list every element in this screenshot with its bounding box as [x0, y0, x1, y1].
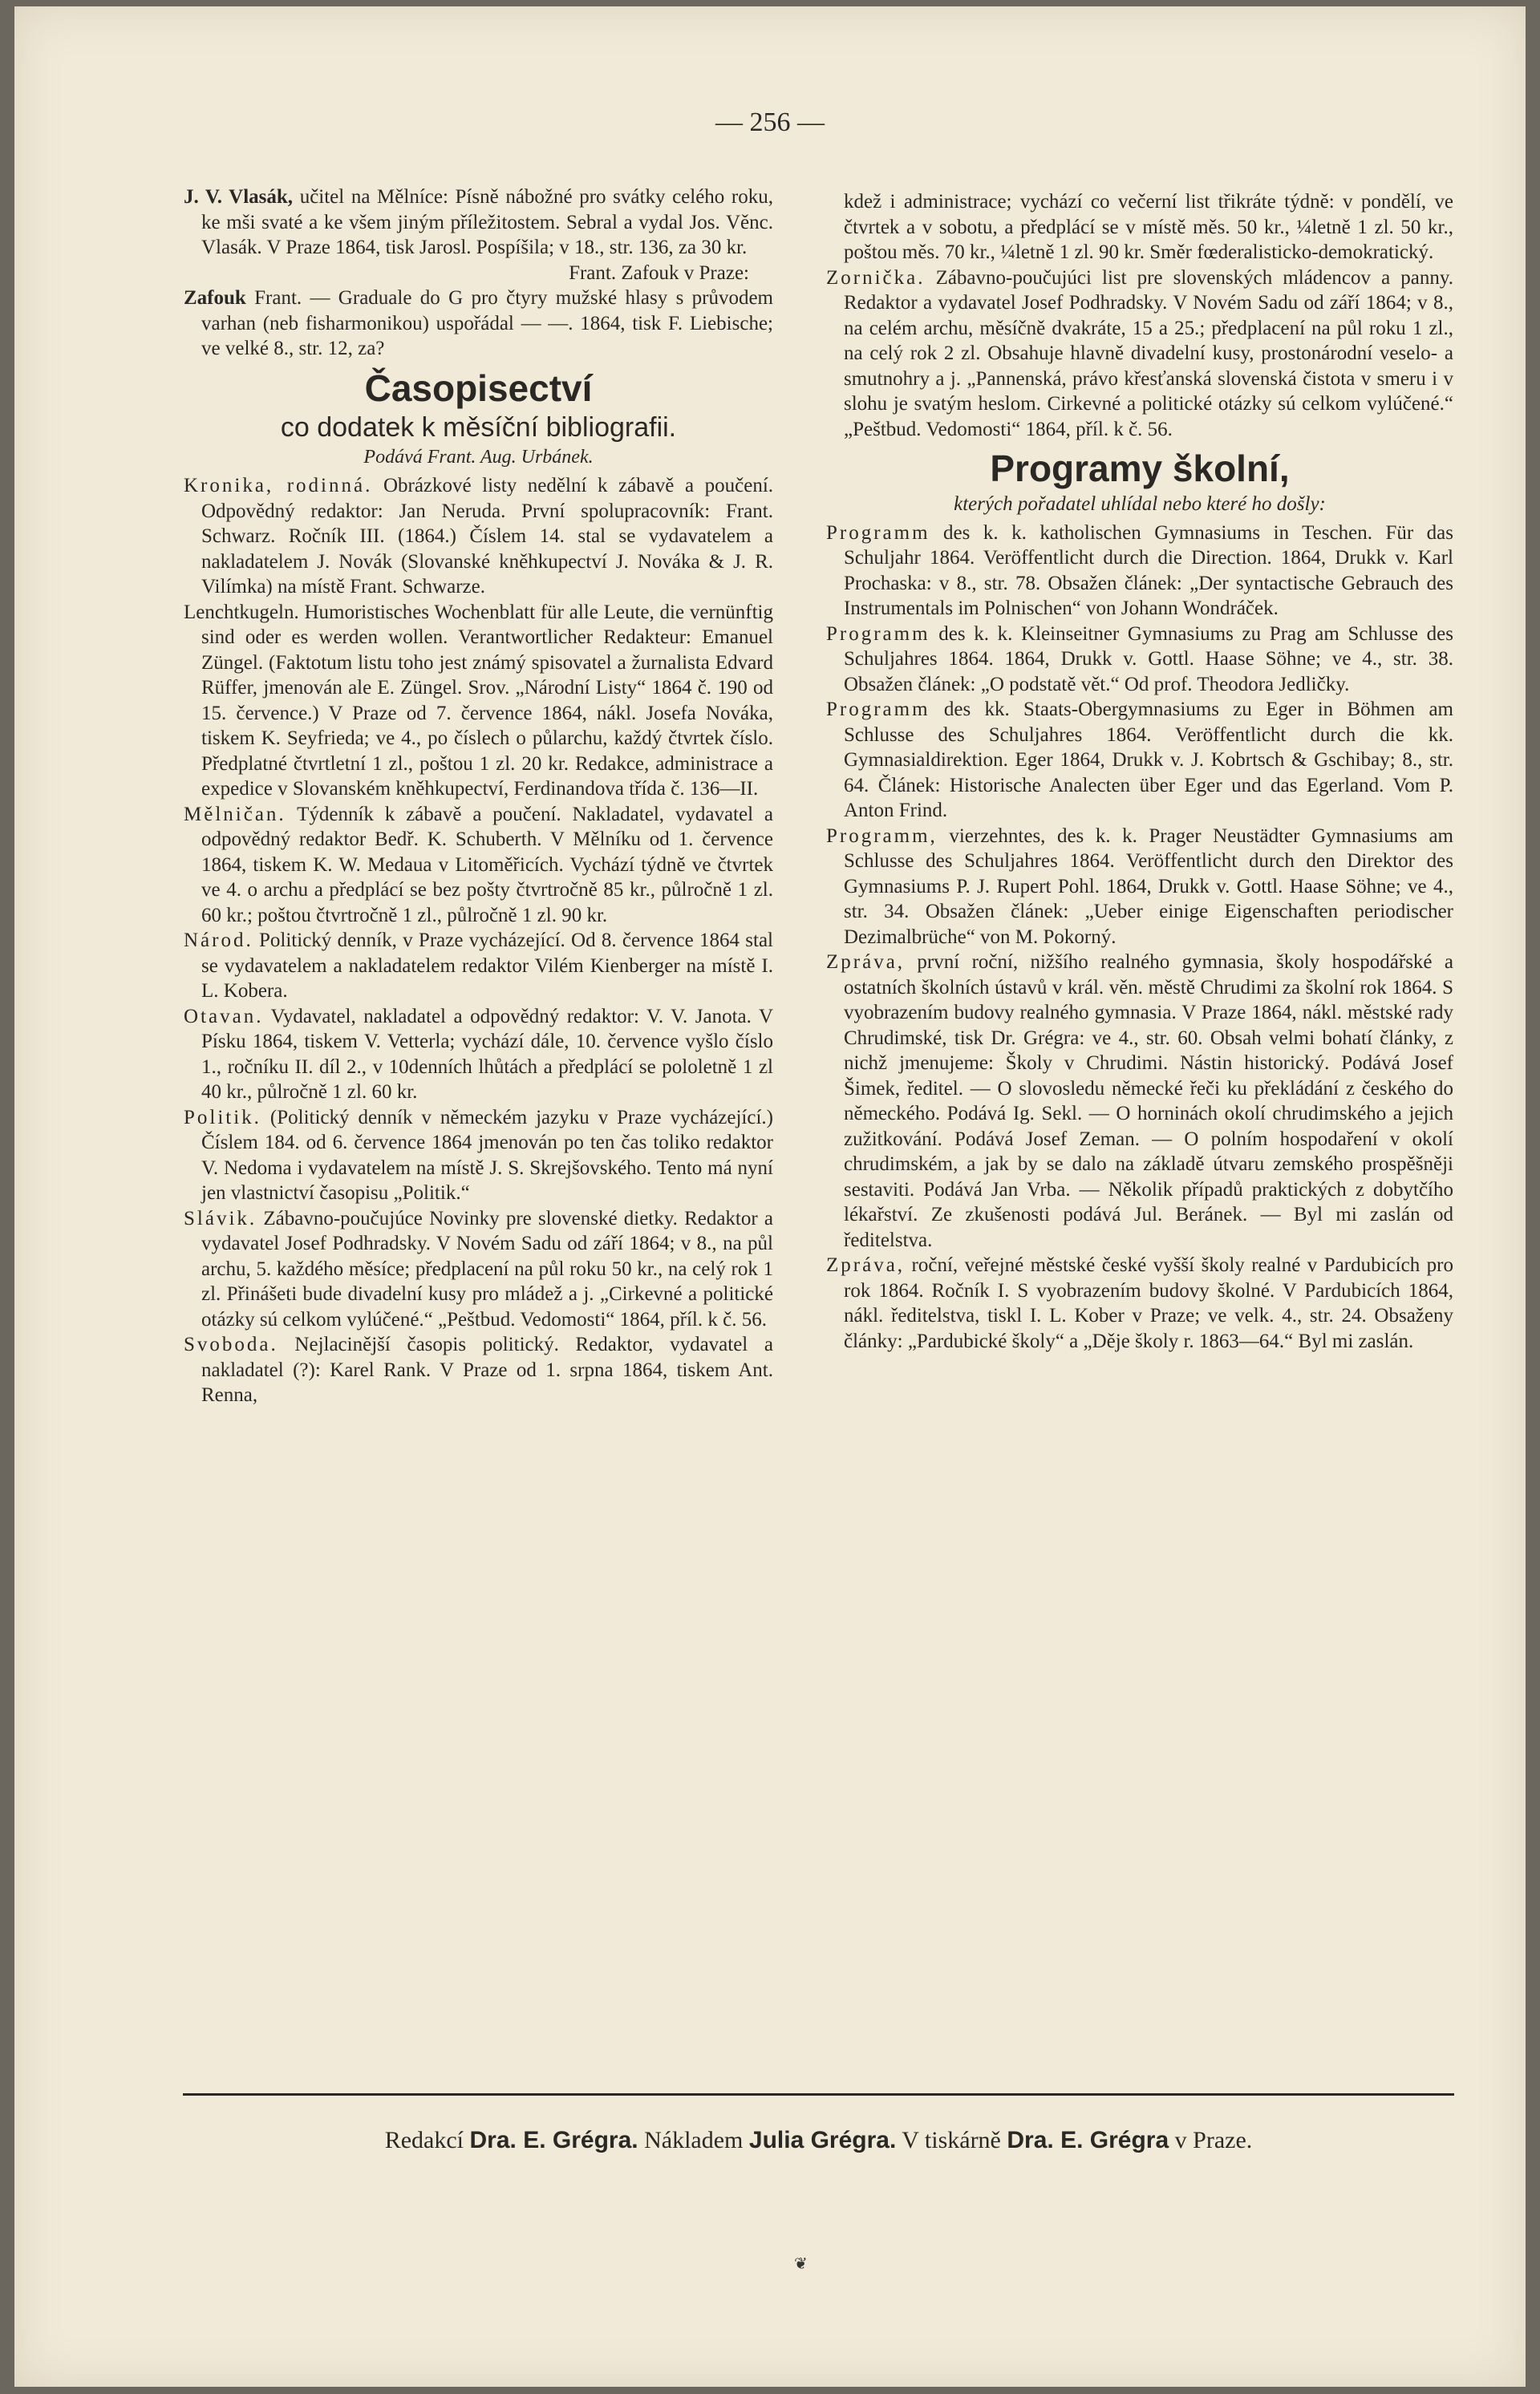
entry-text: Týdenník k zábavě a poučení. Nakladatel, vydavatel a odpovědný redaktor Bedř. K. Schuberth. V Mělníku od 1. července 1864, tiskem K. W. Medaua v Litoměřicích. Vychází týdně ve čtvrtek ve 4. o archu a předplácí se bez pošty čtvrtročně 85 kr., půlročně 1 zl. 60 kr.; poštou čtvrtročně 1 zl., půlročně 1 zl. 90 kr.	[201, 803, 773, 926]
section-title: Časopisectví	[364, 367, 593, 409]
list-item	[826, 265, 1453, 443]
entry-text: Zábavno-poučujúce Novinky pre slovenské dietky. Redaktor a vydavatel Josef Podhradsky. V Novém Sadu od září 1864; v 8., na půl archu, 5. každého měsíce; předplacení na půl roku 50 kr., na celý rok 1 zl. Přinášeti bude divadelní kusy pro mládež a j. „Cirkevné a politické otázky sú celkom vylúčené.“ „Peštbud. Vedomosti“ 1864, příl. k č. 56.	[201, 1207, 774, 1331]
entry-author: Zafouk	[184, 287, 246, 309]
entry-text: Vydavatel, nakladatel a odpovědný redaktor: V. V. Janota. V Písku 1864, tiskem V. Vetterla; vychází dále, 10. července vyšlo číslo 1., ročníku II. díl 2., v 10denních lhůtách a předplácí se pololetně 1 zl 40 kr., půlročně 1 zl. 60 kr.	[201, 1005, 773, 1103]
list-item	[184, 802, 773, 929]
entry-head: Národ.	[184, 930, 253, 951]
entry-text: Frant. — Graduale do G pro čtyry mužské hlasy s průvodem varhan (neb fisharmonikou) uspořádal — —. 1864, tisk F. Liebische; ve velké 8., str. 12, za?	[201, 287, 773, 359]
entry-text: des k. k. Kleinseitner Gymnasiums zu Prag am Schlusse des Schuljahres 1864. 1864, Drukk v. Gottl. Haase Söhne; ve 4., str. 38. Obsažen článek: „O podstatě vět.“ Od prof. Theodora Jedličky.	[844, 622, 1453, 695]
footer-name: Dra. E. Grégra.	[469, 2127, 638, 2153]
list-item	[184, 600, 773, 802]
footer-text: Redakcí	[384, 2127, 464, 2153]
right-column	[826, 189, 1453, 1354]
printer-mark-icon: ❦	[794, 2254, 808, 2273]
entry-head: Mělničan.	[184, 803, 286, 825]
list-item	[184, 1206, 773, 1333]
entry-head: Zpráva,	[826, 1254, 906, 1276]
entry-head: Programm	[826, 699, 930, 720]
entry-head: Programm,	[826, 824, 938, 847]
entry-text: Obrázkové listy nedělní k zábavě a poučení. Odpovědný redaktor: Jan Neruda. První spolupracovník: Frant. Schwarz. Ročník III. (1864.) Číslem 14. stal se vydavatelem a nakladatelem J. Novák (Slovanské kněhkupectví J. Nováka & J. R. Vilímka) na místě Frant. Schwarze.	[201, 475, 774, 597]
list-item	[184, 928, 773, 1004]
entry-head: Svoboda.	[184, 1334, 278, 1355]
section-title: Programy školní,	[990, 448, 1290, 489]
entry-zafouk	[184, 286, 773, 362]
list-item	[826, 1253, 1453, 1354]
list-item	[826, 950, 1453, 1253]
left-column	[184, 184, 773, 1408]
section-subtitle: co dodatek k měsíční bibliografii.	[280, 411, 677, 443]
entry-head: Politik.	[184, 1106, 261, 1128]
page	[14, 6, 1526, 2387]
footer-rule	[183, 2093, 1454, 2096]
entry-head: Programm	[826, 521, 930, 544]
entry-text: první roční, nižšího realného gymnasia, školy hospodářské a ostatních školních ústavů v král. věn. městě Chrudimi za školní rok 1864. S vyobrazením budovy realného gymnasia. V Praze 1864, nákl. městské rady Chrudimské, tisk Dr. Grégra: ve 4., str. 60. Obsah velmi bohatí články, z nichž jmenujeme: Školy v Chrudimi. Nástin historický. Podává Josef Šimek, ředitel. — O slovosledu německé řeči ku překládání z českého do německého. Podává Ig. Sekl. — O horninách okolí chrudimského a jejich zužitkování. Podává Josef Zeman. — O polním hospodaření v okolí chrudimském, a jak by se dalo na základě útvaru zemského prospěšněji sestaviti. Podává Jan Vrba. — Několik případů praktických z dobytčího lékařství. Ze zkušenosti podává Jul. Beránek. — Byl mi zaslán od ředitelstva.	[844, 951, 1453, 1251]
zafouk-reference: Frant. Zafouk v Praze:	[569, 261, 749, 284]
entry-head: Lenchtkugeln.	[184, 601, 299, 623]
entry-text: des k. k. katholischen Gymnasiums in Teschen. Für das Schuljahr 1864. Veröffentlicht durch die Direction. 1864, Drukk v. Karl Prochaska: v 8., str. 78. Obsažen článek: „Der syntactische Gebrauch des Instrumentals im Polnischen“ von Johann Wondráček.	[844, 521, 1454, 619]
imprint-footer	[183, 2127, 1454, 2154]
footer-name: Dra. E. Grégra	[1007, 2127, 1169, 2153]
entry-text: Zábavno-poučujúci list pre slovenských mládencov a panny. Redaktor a vydavatel Josef Podhradsky. V Novém Sadu od září 1864; v 8., na celém archu, měsíčně dvakráte, 15 a 25.; předplacení na půl roku 1 zl., na celý rok 2 zl. Obsahuje hlavně divadelní kusy, prostonárodní veselo- a smutnohry a j. „Pannenská, právo křesťanská slovenská čistota v smeru i v slohu je svatým heslom. Cirkevné a politické otázky sú celkom vylúčené.“ „Peštbud. Vedomosti“ 1864, příl. k č. 56.	[844, 266, 1453, 440]
entry-head: Kronika, rodinná.	[184, 475, 373, 496]
footer-text: V tiskárně	[902, 2127, 1001, 2153]
entry-head: Otavan.	[184, 1005, 264, 1027]
list-item	[184, 473, 773, 600]
list-item	[184, 1105, 773, 1206]
footer-name: Julia Grégra.	[748, 2127, 897, 2153]
entry-text: vierzehntes, des k. k. Prager Neustädter Gymnasiums am Schlusse des Schuljahres 1864. Veröffentlicht durch den Direktor des Gymnasiums P. J. Rupert Pohl. 1864, Drukk v. Gottl. Haase Söhne; ve 4., str. 34. Obsažen článek: „Ueber einige Eigenschaften periodischer Dezimalbrüche“ von M. Pokorný.	[844, 824, 1454, 948]
entry-text: učitel na Mělníce: Písně nábožné pro svátky celého roku, ke mši svaté a ke všem jiným příležitostem. Sebral a vydal Jos. Věnc. Vlasák. V Praze 1864, tisk Jarosl. Pospíšila; v 18., str. 136, za 30 kr.	[201, 186, 774, 258]
entry-head: Programm	[826, 622, 930, 645]
entry-author: J. V. Vlasák,	[184, 186, 294, 208]
entry-text: Politický denník, v Praze vycházející. Od 8. července 1864 stal se vydavatelem a nakladatelem redaktor Vilém Kienberger na místě I. L. Kobera.	[201, 930, 773, 1002]
page-number: — 256 —	[715, 107, 825, 137]
list-item	[826, 622, 1453, 698]
entry-head: Zpráva,	[826, 951, 906, 973]
footer-text: Nákladem	[644, 2127, 744, 2153]
entry-text: Humoristisches Wochenblatt für alle Leute, die vernünftig sind oder es werden wollen. Verantwortlicher Redakteur: Emanuel Züngel. (Faktotum listu toho jest známý spisovatel a žurnalista Edvard Rüffer, jmenován ale E. Züngel. Srov. „Národní Listy“ 1864 č. 190 od 15. července.) V Praze od 7. července 1864, nákl. Josefa Nováka, tiskem K. Seyfrieda; ve 4., po číslech o půlarchu, každý čtvrtek číslo. Předplatné čtvrtletní 1 zl., poštou 1 zl. 20 kr. Redakce, administrace a expedice v Slovanském kněhkupectví, Ferdinandova třída č. 136—II.	[201, 601, 774, 800]
section-subtitle: kterých pořadatel uhlídal nebo které ho došly:	[954, 493, 1326, 515]
entry-text: Nejlacinější časopis politický. Redaktor, vydavatel a nakladatel (?): Karel Rank. V Praze od 1. srpna 1864, tiskem Ant. Renna,	[201, 1334, 774, 1406]
continuation-text: kdež i administrace; vychází co večerní list třikráte týdně: v pondělí, ve čtvrtek a v sobotu, a předplácí se v místě měs. 50 kr., ¼letně 1 zl. 50 kr., poštou měs. 70 kr., ¼letně 1 zl. 90 kr. Směr fœderalisticko-demokratický.	[844, 191, 1453, 263]
footer-text: v Praze.	[1174, 2127, 1253, 2153]
entry-text: (Politický denník v německém jazyku v Praze vycházející.) Číslem 184. od 6. července 1864 jmenován po ten čas toliko redaktor V. Nedoma i vydavatelem na místě J. S. Skrejšovského. Tento má nyní jen vlastnictví časopisu „Politik.“	[201, 1106, 773, 1204]
list-item	[184, 1004, 773, 1105]
entry-vlasak	[184, 184, 773, 261]
entry-head: Zornička.	[826, 266, 926, 289]
list-item	[826, 824, 1453, 950]
list-item	[826, 697, 1453, 824]
list-item	[826, 521, 1453, 622]
entry-text: roční, veřejné městské české vyšší školy realné v Pardubicích pro rok 1864. Ročník I. S vyobrazením budovy školné. V Pardubicích 1864, nákl. ředitelstva, tiskl I. L. Kober v Praze; ve velk. 4., str. 24. Obsaženy články: „Pardubické školy“ a „Děje školy r. 1863—64.“ Byl mi zaslán.	[844, 1254, 1453, 1352]
section-byline: Podává Frant. Aug. Urbánek.	[363, 446, 594, 468]
list-item	[184, 1332, 773, 1408]
entry-text: des kk. Staats-Obergymnasiums zu Eger in Böhmen am Schlusse des Schuljahres 1864. Veröffentlicht durch die kk. Gymnasialdirektion. Eger 1864, Drukk v. J. Kobrtsch & Gschibay; 8., str. 64. Článek: Historische Analecten über Eger und das Egerland. Vom P. Anton Frind.	[844, 699, 1454, 821]
entry-head: Slávik.	[184, 1207, 257, 1229]
